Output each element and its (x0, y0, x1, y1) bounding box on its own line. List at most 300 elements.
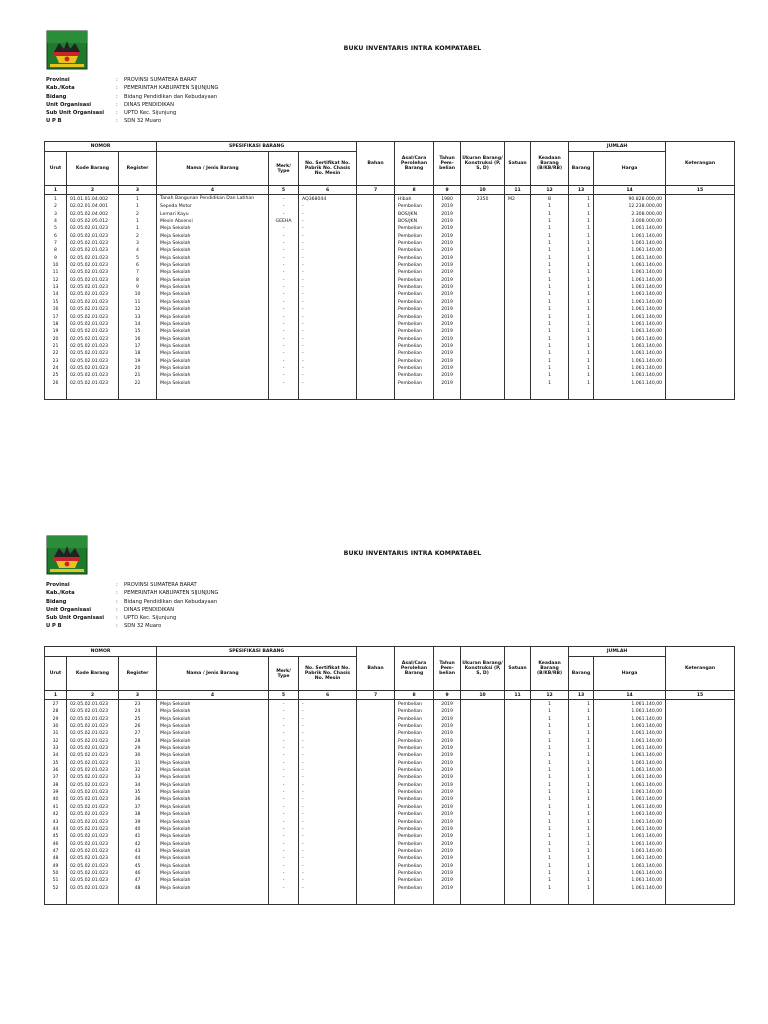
cell-satuan (505, 233, 531, 240)
cell-tahun: 2019 (434, 255, 461, 262)
cell-keterangan (666, 752, 735, 759)
cell-ukuran (461, 723, 505, 730)
cell-harga: 1.061.140,00 (594, 247, 666, 254)
cell-kode-barang: 02.05.02.01.023 (67, 277, 119, 284)
cell-kode-barang: 02.05.02.01.023 (67, 870, 119, 877)
cell-keterangan (666, 877, 735, 884)
cell-urut: 3 (45, 211, 67, 218)
cell-keterangan (666, 745, 735, 752)
cell-urut: 37 (45, 774, 67, 781)
empty-cell (505, 387, 531, 400)
header-keadaan: Keadaan Barang (B/KB/RB) (531, 647, 569, 691)
cell-nama-barang: Meja Sekolah (157, 833, 269, 840)
cell-keterangan (666, 811, 735, 818)
cell-bahan (357, 299, 395, 306)
cell-bahan (357, 365, 395, 372)
cell-harga: 1.061.140,00 (594, 350, 666, 357)
cell-register: 29 (119, 745, 157, 752)
cell-harga: 1.061.140,00 (594, 372, 666, 379)
cell-urut: 41 (45, 804, 67, 811)
cell-bahan (357, 211, 395, 218)
info-row (46, 84, 218, 92)
cell-register: 19 (119, 358, 157, 365)
cell-bahan (357, 306, 395, 313)
cell-satuan (505, 372, 531, 379)
cell-keadaan: 1 (531, 299, 569, 306)
cell-harga: 3.008.000,00 (594, 218, 666, 225)
cell-nama-barang: Meja Sekolah (157, 328, 269, 335)
info-row (46, 581, 218, 589)
cell-tahun: 2019 (434, 760, 461, 767)
empty-cell (569, 892, 594, 905)
cell-asal: Pembelian (395, 203, 434, 210)
cell-register: 27 (119, 730, 157, 737)
cell-jumlah-barang: 1 (569, 708, 594, 715)
table-row (45, 841, 735, 848)
header-harga: Harga (594, 152, 666, 186)
cell-nama-barang: Meja Sekolah (157, 321, 269, 328)
cell-satuan (505, 225, 531, 232)
cell-register: 6 (119, 262, 157, 269)
cell-keterangan (666, 796, 735, 803)
info-label: Sub Unit Organisasi (46, 615, 105, 622)
cell-merk: - (269, 328, 299, 335)
cell-merk: - (269, 343, 299, 350)
table-row (45, 870, 735, 877)
cell-kode-barang: 02.05.02.01.023 (67, 796, 119, 803)
cell-sertifikat: - (299, 299, 357, 306)
cell-kode-barang: 02.05.02.01.023 (67, 299, 119, 306)
cell-register: 7 (119, 269, 157, 276)
cell-nama-barang: Meja Sekolah (157, 804, 269, 811)
cell-jumlah-barang: 1 (569, 723, 594, 730)
cell-jumlah-barang: 1 (569, 314, 594, 321)
cell-sertifikat: - (299, 738, 357, 745)
cell-ukuran (461, 708, 505, 715)
cell-jumlah-barang: 1 (569, 848, 594, 855)
cell-satuan (505, 877, 531, 884)
cell-bahan (357, 870, 395, 877)
cell-urut: 11 (45, 269, 67, 276)
cell-keterangan (666, 855, 735, 862)
cell-keterangan (666, 284, 735, 291)
document-info (46, 581, 218, 631)
column-number: 4 (157, 186, 269, 195)
cell-keterangan (666, 247, 735, 254)
cell-nama-barang: Meja Sekolah (157, 291, 269, 298)
cell-tahun: 2019 (434, 848, 461, 855)
cell-tahun: 2019 (434, 233, 461, 240)
cell-sertifikat: - (299, 811, 357, 818)
cell-jumlah-barang: 1 (569, 767, 594, 774)
table-row (45, 796, 735, 803)
cell-ukuran (461, 774, 505, 781)
cell-register: 9 (119, 284, 157, 291)
cell-kode-barang: 02.05.02.01.023 (67, 723, 119, 730)
cell-bahan (357, 752, 395, 759)
cell-nama-barang: Meja Sekolah (157, 819, 269, 826)
cell-merk: - (269, 365, 299, 372)
header-keterangan: Keterangan (666, 142, 735, 186)
cell-keterangan (666, 269, 735, 276)
table-row (45, 255, 735, 262)
cell-keterangan (666, 233, 735, 240)
cell-bahan (357, 291, 395, 298)
cell-urut: 8 (45, 247, 67, 254)
cell-satuan (505, 848, 531, 855)
cell-asal: Pembelian (395, 700, 434, 709)
cell-sertifikat: - (299, 877, 357, 884)
cell-nama-barang: Meja Sekolah (157, 306, 269, 313)
column-number: 2 (67, 186, 119, 195)
cell-asal: Pembelian (395, 358, 434, 365)
cell-tahun: 2019 (434, 358, 461, 365)
empty-cell (357, 387, 395, 400)
cell-asal: Pembelian (395, 350, 434, 357)
table-row (45, 299, 735, 306)
cell-keadaan: 1 (531, 716, 569, 723)
cell-tahun: 2019 (434, 247, 461, 254)
cell-keadaan: 1 (531, 328, 569, 335)
cell-tahun: 2019 (434, 877, 461, 884)
cell-satuan (505, 203, 531, 210)
cell-bahan (357, 336, 395, 343)
empty-cell (67, 387, 119, 400)
cell-keterangan (666, 804, 735, 811)
cell-tahun: 2019 (434, 885, 461, 892)
cell-harga: 1.061.140,00 (594, 826, 666, 833)
cell-nama-barang: Meja Sekolah (157, 767, 269, 774)
cell-bahan (357, 372, 395, 379)
cell-bahan (357, 796, 395, 803)
table-row (45, 745, 735, 752)
cell-keadaan: 1 (531, 321, 569, 328)
cell-keterangan (666, 789, 735, 796)
empty-cell (531, 387, 569, 400)
info-colon: : (116, 598, 118, 605)
cell-asal: Pembelian (395, 240, 434, 247)
cell-ukuran (461, 284, 505, 291)
cell-asal: Pembelian (395, 380, 434, 387)
cell-asal: Pembelian (395, 774, 434, 781)
cell-nama-barang: Meja Sekolah (157, 730, 269, 737)
cell-register: 40 (119, 826, 157, 833)
cell-asal: Pembelian (395, 826, 434, 833)
info-colon: : (116, 582, 118, 588)
cell-satuan (505, 760, 531, 767)
cell-urut: 31 (45, 730, 67, 737)
cell-satuan (505, 833, 531, 840)
table-row (45, 848, 735, 855)
cell-nama-barang: Tanah Bangunan Pendidikan Dan Latihan (157, 195, 269, 204)
cell-ukuran (461, 789, 505, 796)
cell-kode-barang: 02.05.02.01.023 (67, 358, 119, 365)
cell-keadaan: 1 (531, 343, 569, 350)
cell-bahan (357, 343, 395, 350)
header-asal: Asal/Cara Perolehan Barang (395, 142, 434, 186)
cell-urut: 40 (45, 796, 67, 803)
cell-urut: 45 (45, 833, 67, 840)
cell-register: 28 (119, 738, 157, 745)
cell-tahun: 2019 (434, 745, 461, 752)
column-number-row (45, 186, 735, 195)
cell-merk: - (269, 708, 299, 715)
cell-keadaan: 1 (531, 314, 569, 321)
cell-jumlah-barang: 1 (569, 195, 594, 204)
table-row (45, 863, 735, 870)
table-body (45, 700, 735, 905)
table-row (45, 277, 735, 284)
table-row (45, 774, 735, 781)
cell-kode-barang: 02.05.02.01.023 (67, 233, 119, 240)
cell-keterangan (666, 826, 735, 833)
cell-jumlah-barang: 1 (569, 833, 594, 840)
cell-harga: 1.061.140,00 (594, 314, 666, 321)
cell-jumlah-barang: 1 (569, 247, 594, 254)
cell-satuan (505, 358, 531, 365)
cell-asal: Pembelian (395, 730, 434, 737)
info-colon: : (116, 77, 118, 83)
empty-cell (666, 387, 735, 400)
cell-keadaan: 1 (531, 738, 569, 745)
table-row (45, 328, 735, 335)
cell-merk: - (269, 841, 299, 848)
cell-urut: 14 (45, 291, 67, 298)
cell-tahun: 2019 (434, 203, 461, 210)
cell-merk: - (269, 358, 299, 365)
header-keadaan: Keadaan Barang (B/KB/RB) (531, 142, 569, 186)
cell-kode-barang: 02.05.02.01.023 (67, 782, 119, 789)
cell-ukuran (461, 336, 505, 343)
cell-ukuran (461, 811, 505, 818)
cell-nama-barang: Meja Sekolah (157, 358, 269, 365)
cell-kode-barang: 02.05.02.01.023 (67, 365, 119, 372)
regency-crest-logo (46, 535, 88, 575)
info-colon: : (116, 615, 118, 622)
cell-sertifikat: - (299, 372, 357, 379)
column-number: 4 (157, 691, 269, 700)
cell-tahun: 2019 (434, 343, 461, 350)
cell-ukuran (461, 365, 505, 372)
header-register: Register (119, 657, 157, 691)
cell-keterangan (666, 819, 735, 826)
cell-asal: Pembelian (395, 233, 434, 240)
cell-ukuran (461, 328, 505, 335)
cell-jumlah-barang: 1 (569, 804, 594, 811)
cell-satuan (505, 211, 531, 218)
info-label: Provinsi (46, 582, 70, 588)
column-number: 9 (434, 691, 461, 700)
column-number: 7 (357, 691, 395, 700)
cell-merk: - (269, 321, 299, 328)
cell-satuan (505, 863, 531, 870)
cell-tahun: 2019 (434, 291, 461, 298)
cell-register: 46 (119, 870, 157, 877)
cell-merk: - (269, 203, 299, 210)
cell-sertifikat: - (299, 321, 357, 328)
cell-kode-barang: 02.05.02.01.023 (67, 811, 119, 818)
cell-kode-barang: 02.05.02.01.023 (67, 760, 119, 767)
cell-ukuran (461, 350, 505, 357)
cell-sertifikat: - (299, 225, 357, 232)
cell-ukuran (461, 233, 505, 240)
cell-tahun: 2019 (434, 314, 461, 321)
cell-sertifikat: - (299, 723, 357, 730)
cell-tahun: 2019 (434, 284, 461, 291)
cell-merk: - (269, 752, 299, 759)
info-value: PEMERINTAH KABUPATEN SIJUNJUNG (124, 590, 219, 597)
cell-jumlah-barang: 1 (569, 262, 594, 269)
cell-keterangan (666, 848, 735, 855)
cell-ukuran (461, 752, 505, 759)
cell-urut: 15 (45, 299, 67, 306)
cell-jumlah-barang: 1 (569, 841, 594, 848)
empty-cell (594, 387, 666, 400)
cell-harga: 1.061.140,00 (594, 269, 666, 276)
cell-kode-barang: 02.02.01.04.001 (67, 203, 119, 210)
info-row (46, 606, 218, 614)
table-row-spacer (45, 892, 735, 905)
cell-urut: 35 (45, 760, 67, 767)
inventory-table (44, 646, 735, 905)
cell-urut: 18 (45, 321, 67, 328)
cell-ukuran (461, 819, 505, 826)
cell-tahun: 1980 (434, 195, 461, 204)
cell-kode-barang: 02.05.02.01.023 (67, 841, 119, 848)
document-title: BUKU INVENTARIS INTRA KOMPATABEL (343, 550, 482, 557)
cell-nama-barang: Meja Sekolah (157, 343, 269, 350)
cell-keadaan: 1 (531, 870, 569, 877)
cell-ukuran (461, 343, 505, 350)
cell-ukuran (461, 841, 505, 848)
cell-bahan (357, 855, 395, 862)
cell-merk: - (269, 262, 299, 269)
cell-keadaan: 1 (531, 225, 569, 232)
cell-keterangan (666, 767, 735, 774)
cell-urut: 51 (45, 877, 67, 884)
cell-bahan (357, 863, 395, 870)
cell-ukuran (461, 760, 505, 767)
cell-nama-barang: Meja Sekolah (157, 314, 269, 321)
cell-ukuran (461, 855, 505, 862)
cell-ukuran (461, 767, 505, 774)
column-number: 3 (119, 691, 157, 700)
cell-ukuran (461, 745, 505, 752)
cell-tahun: 2019 (434, 380, 461, 387)
cell-keterangan (666, 218, 735, 225)
cell-bahan (357, 269, 395, 276)
info-value: UPTD Kec. Sijunjung (124, 110, 177, 117)
info-colon: : (116, 606, 118, 613)
cell-jumlah-barang: 1 (569, 789, 594, 796)
cell-asal: Pembelian (395, 716, 434, 723)
header-keterangan: Keterangan (666, 647, 735, 691)
cell-nama-barang: Meja Sekolah (157, 284, 269, 291)
info-value: SDN 32 Muaro (124, 623, 162, 630)
cell-kode-barang: 02.05.02.01.023 (67, 774, 119, 781)
cell-satuan (505, 218, 531, 225)
cell-kode-barang: 02.05.02.01.023 (67, 877, 119, 884)
header-satuan: Satuan (505, 647, 531, 691)
cell-asal: Hibah (395, 195, 434, 204)
cell-satuan (505, 716, 531, 723)
cell-register: 35 (119, 789, 157, 796)
header-tahun: Tahun Pem-belian (434, 647, 461, 691)
cell-tahun: 2019 (434, 804, 461, 811)
cell-urut: 23 (45, 358, 67, 365)
cell-sertifikat: - (299, 885, 357, 892)
header-satuan: Satuan (505, 142, 531, 186)
cell-sertifikat: - (299, 848, 357, 855)
cell-sertifikat: - (299, 870, 357, 877)
header-tahun: Tahun Pem-belian (434, 142, 461, 186)
cell-sertifikat: - (299, 380, 357, 387)
cell-satuan (505, 723, 531, 730)
cell-keadaan: 1 (531, 365, 569, 372)
cell-tahun: 2019 (434, 365, 461, 372)
cell-urut: 21 (45, 343, 67, 350)
cell-register: 38 (119, 811, 157, 818)
info-colon: : (116, 93, 118, 100)
cell-sertifikat: - (299, 745, 357, 752)
cell-nama-barang: Meja Sekolah (157, 708, 269, 715)
cell-keadaan: 1 (531, 291, 569, 298)
cell-satuan (505, 291, 531, 298)
column-number: 10 (461, 186, 505, 195)
cell-register: 2 (119, 233, 157, 240)
cell-tahun: 2019 (434, 700, 461, 709)
table-row (45, 269, 735, 276)
info-value: DINAS PENDIDIKAN (124, 101, 174, 108)
cell-nama-barang: Meja Sekolah (157, 262, 269, 269)
column-number-row (45, 691, 735, 700)
cell-sertifikat: - (299, 343, 357, 350)
cell-ukuran (461, 730, 505, 737)
cell-tahun: 2019 (434, 240, 461, 247)
cell-harga: 1.061.140,00 (594, 760, 666, 767)
cell-jumlah-barang: 1 (569, 277, 594, 284)
cell-harga: 1.061.140,00 (594, 804, 666, 811)
cell-kode-barang: 02.05.02.05.012 (67, 218, 119, 225)
cell-kode-barang: 02.05.02.01.023 (67, 291, 119, 298)
cell-bahan (357, 255, 395, 262)
cell-tahun: 2019 (434, 211, 461, 218)
cell-jumlah-barang: 1 (569, 306, 594, 313)
cell-sertifikat: - (299, 211, 357, 218)
info-value: PEMERINTAH KABUPATEN SIJUNJUNG (124, 85, 219, 92)
cell-tahun: 2019 (434, 782, 461, 789)
cell-register: 2 (119, 211, 157, 218)
cell-keterangan (666, 240, 735, 247)
info-row (46, 598, 218, 606)
cell-asal: BOS/JKN (395, 211, 434, 218)
cell-keterangan (666, 365, 735, 372)
cell-keadaan: 1 (531, 819, 569, 826)
cell-asal: Pembelian (395, 247, 434, 254)
cell-register: 24 (119, 708, 157, 715)
cell-bahan (357, 328, 395, 335)
cell-keadaan: 1 (531, 826, 569, 833)
table-row (45, 321, 735, 328)
empty-cell (505, 892, 531, 905)
cell-asal: Pembelian (395, 372, 434, 379)
cell-asal: Pembelian (395, 723, 434, 730)
cell-sertifikat: - (299, 350, 357, 357)
info-label: Sub Unit Organisasi (46, 110, 105, 117)
table-row (45, 225, 735, 232)
cell-bahan (357, 247, 395, 254)
cell-satuan (505, 804, 531, 811)
